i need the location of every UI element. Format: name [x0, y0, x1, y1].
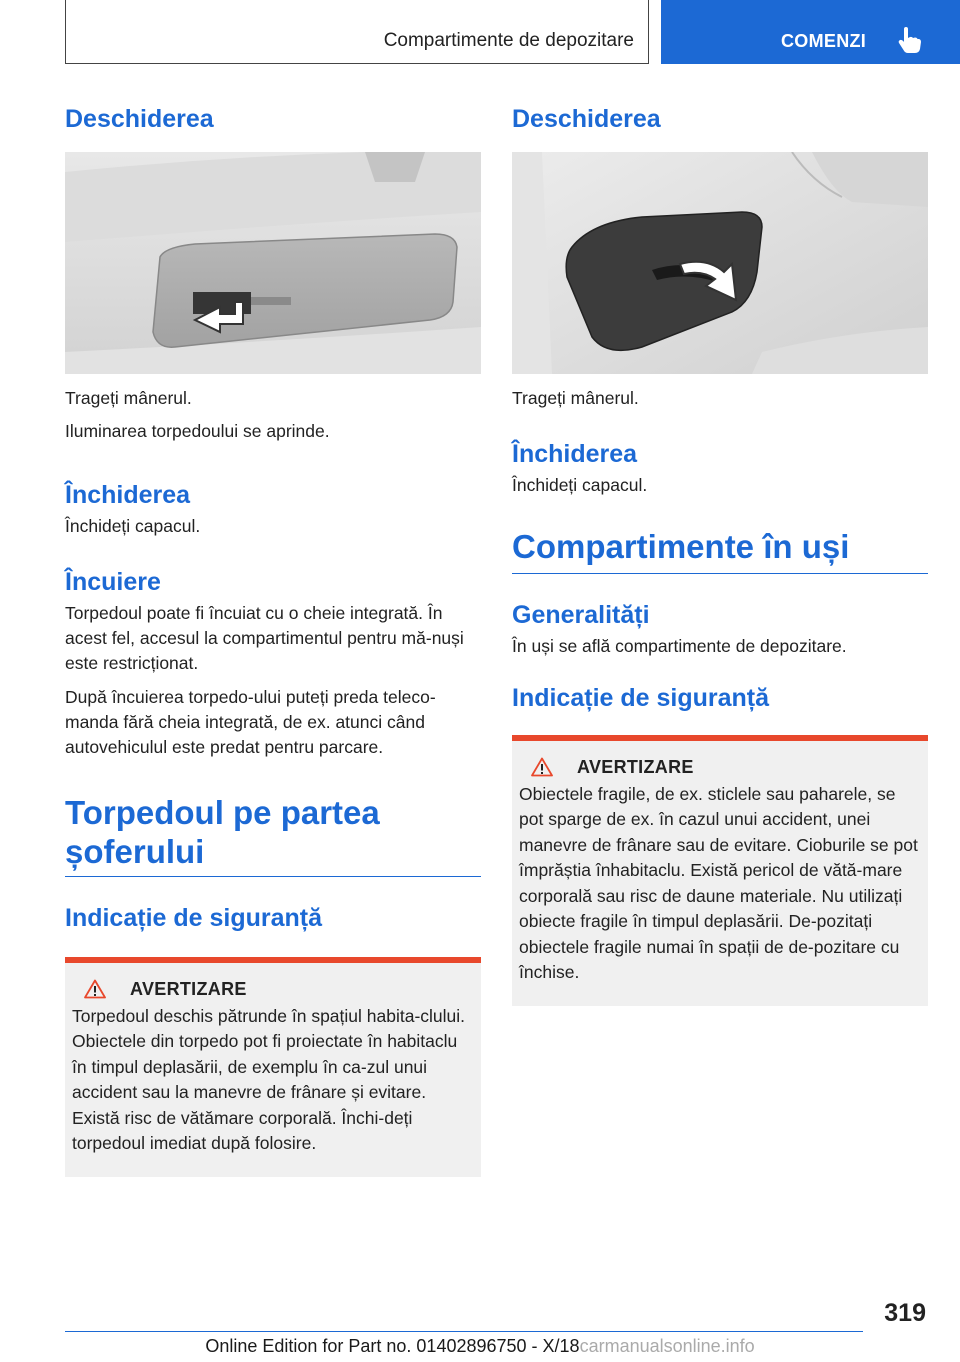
general-heading: Generalități	[512, 600, 650, 629]
driver-glovebox-heading-line1: Torpedoul pe partea	[65, 794, 380, 831]
warning-box	[512, 735, 928, 1006]
warning-box	[65, 957, 481, 1177]
footer-rule	[65, 1331, 863, 1332]
right-column	[512, 98, 928, 1006]
warning-title	[531, 757, 920, 778]
glovebox-handle-arrow-icon	[65, 152, 481, 374]
pointing-hand-icon	[895, 26, 923, 54]
warning-label: AVERTIZARE	[130, 978, 247, 999]
closing-paragraph: Închideți capacul.	[512, 475, 648, 495]
heading-rule	[65, 876, 481, 877]
closing-heading: Închiderea	[512, 440, 638, 468]
footer-watermark: carmanualsonline.info	[579, 1336, 755, 1356]
closing-paragraph: Închideți capacul.	[65, 516, 201, 536]
footer-edition	[0, 1336, 960, 1357]
safety-heading: Indicație de siguranță	[512, 683, 770, 712]
opening-heading: Deschiderea	[512, 105, 661, 133]
warning-title	[84, 979, 473, 1000]
driver-glovebox-heading-line2: șoferului	[65, 832, 205, 870]
tab-comenzi-label: COMENZI	[781, 31, 867, 51]
door-compartments-heading: Compartimente în uși	[512, 528, 850, 565]
opening-paragraph-1: Trageți mânerul.	[65, 388, 192, 408]
tab-comenzi[interactable]	[661, 0, 960, 64]
lock-paragraph-1: Torpedoul poate fi încuiat cu o cheie integrată. În acest fel, accesul la compartimentul pentru mă-nuși este restricționat.	[65, 603, 464, 673]
glovebox-opening-image	[65, 152, 481, 374]
safety-heading: Indicație de siguranță	[65, 903, 323, 932]
opening-paragraph-2: Iluminarea torpedoului se aprinde.	[65, 421, 330, 441]
section-title-box	[65, 0, 649, 64]
opening-heading: Deschiderea	[65, 105, 214, 133]
heading-rule	[512, 573, 928, 574]
footer-edition-text: Online Edition for Part no. 01402896750 - X/18	[205, 1336, 580, 1356]
lock-paragraph-2: După încuierea torpedo-ului puteți preda teleco-manda fără cheia integrată, de ex. atunci când autovehiculul este predat pentru parcare.	[65, 687, 436, 757]
left-column	[65, 98, 481, 1177]
driver-compartment-opening-image	[512, 152, 928, 374]
closing-heading: Închiderea	[65, 481, 191, 509]
warning-triangle-icon	[84, 979, 106, 999]
section-title: Compartimente de depozitare	[383, 30, 634, 51]
warning-text: Torpedoul deschis pătrunde în spațiul habita-clului. Obiectele din torpedo pot fi proiectate în habitaclu în timpul deplasării, de exemplu în ca-zul unui accident sau la manevre de frânare și evitare. Există risc de vătămare corporală. Închi-deți torpedoul imediat după folosire.	[72, 1005, 466, 1154]
general-paragraph: În uși se află compartimente de depozitare.	[512, 635, 847, 656]
warning-text: Obiectele fragile, de ex. sticlele sau paharele, se pot sparge de ex. în cazul unui accident, unei manevre de frânare sau de evitare. Cioburile se pot împrăștia înhabitaclu. Există pericol de vătă-mare corporală sau risc de daune materiale. Nu utilizați obiecte fragile în timpul deplasării. De-pozitați obiectele fragile numai în spații de de-pozitare cu închise.	[519, 783, 918, 983]
opening-paragraph-1: Trageți mânerul.	[512, 388, 639, 408]
warning-label: AVERTIZARE	[577, 756, 694, 777]
page-number: 319	[884, 1299, 926, 1327]
driver-side-compartment-arrow-icon	[512, 152, 928, 374]
lock-heading: Încuiere	[65, 568, 161, 596]
warning-triangle-icon	[531, 757, 553, 777]
page-header	[0, 0, 960, 66]
driver-glovebox-heading	[65, 794, 481, 872]
